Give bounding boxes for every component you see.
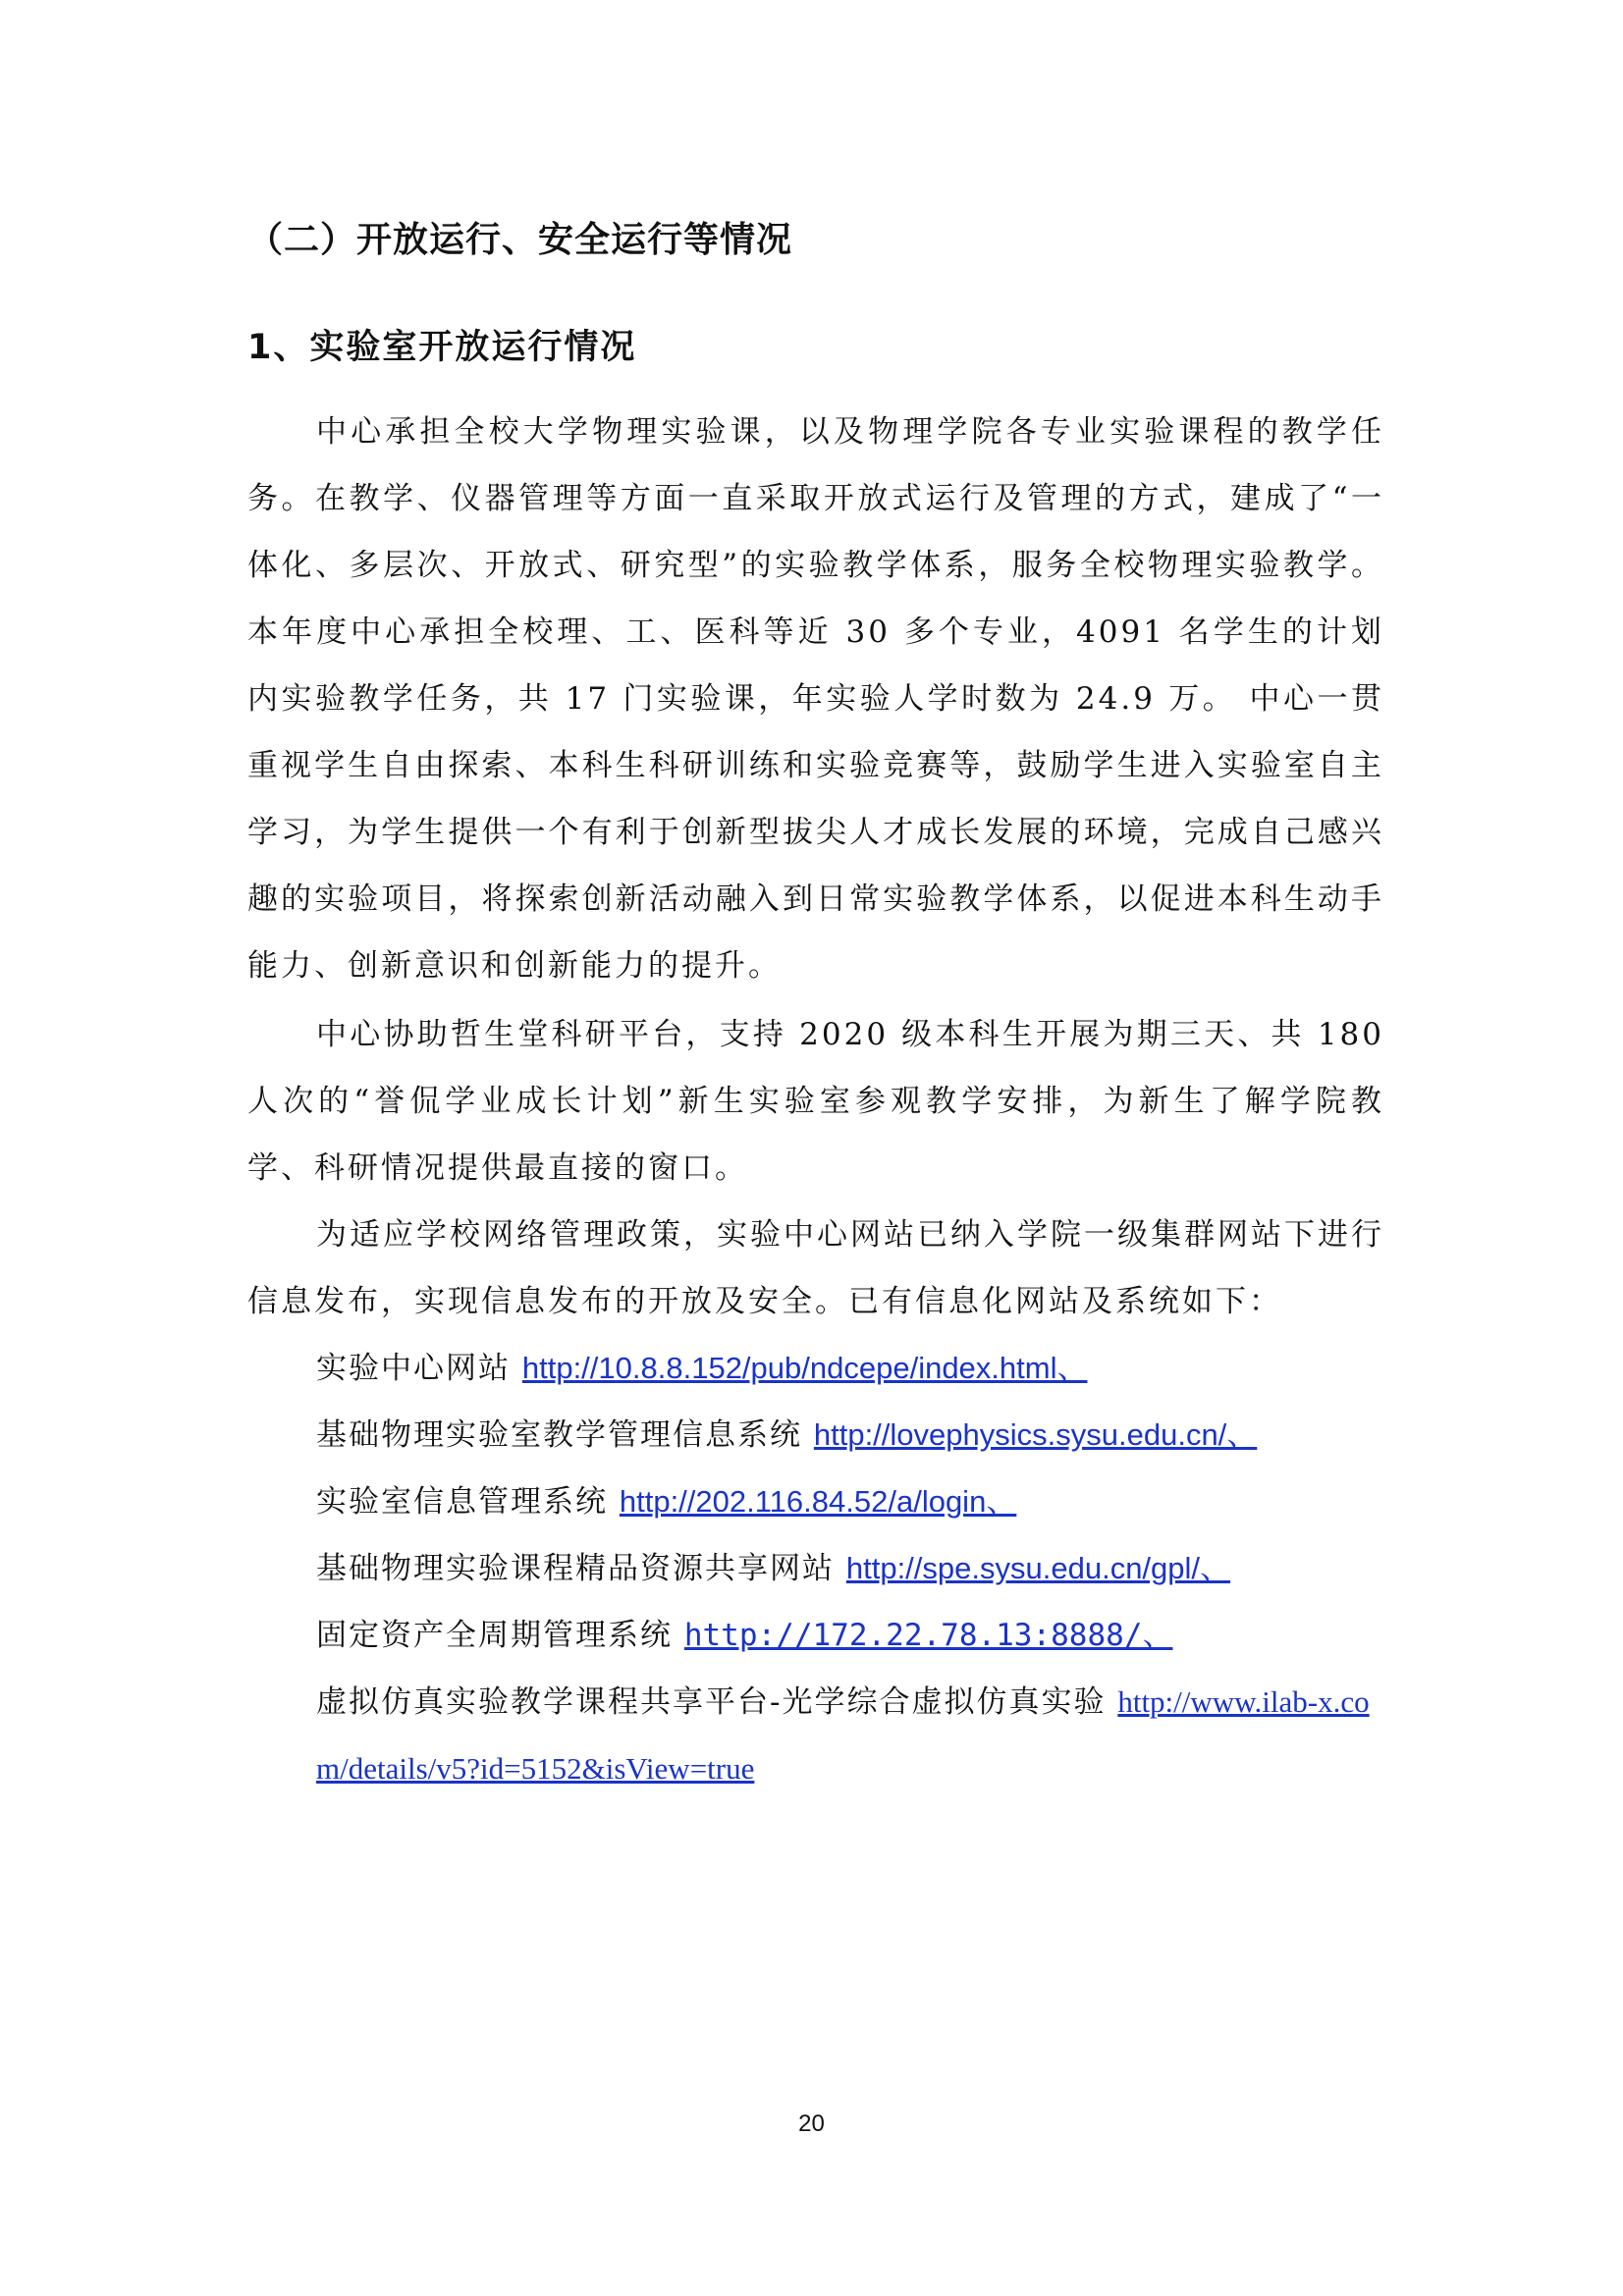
list-item — [247, 1335, 1384, 1402]
resource-sharing-link[interactable]: http://spe.sysu.edu.cn/gpl/、 — [845, 1551, 1231, 1585]
system-label: 实验中心网站 — [316, 1351, 522, 1386]
asset-management-link[interactable]: http://172.22.78.13:8888/、 — [683, 1618, 1173, 1653]
paragraph-freshman-program: 中心协助哲生堂科研平台，支持 2020 级本科生开展为期三天、共 180 人次的“誉侃学业成长计划”新生实验室参观教学安排，为新生了解学院教学、科研情况提供最直接的窗口。 — [247, 1017, 1384, 1186]
page-number: 20 — [798, 2110, 825, 2137]
list-item — [247, 1535, 1384, 1602]
list-item — [247, 1468, 1384, 1535]
section-title: （二）开放运行、安全运行等情况 — [247, 220, 793, 260]
teaching-management-link[interactable]: http://lovephysics.sysu.edu.cn/、 — [813, 1417, 1258, 1452]
virtual-simulation-link[interactable]: http://www.ilab-x.com/details/v5?id=5152&isView=true — [316, 1684, 1370, 1786]
center-website-link[interactable]: http://10.8.8.152/pub/ndcepe/index.html、 — [521, 1351, 1088, 1385]
system-label: 实验室信息管理系统 — [316, 1484, 620, 1520]
system-label: 固定资产全周期管理系统 — [316, 1618, 684, 1653]
list-item — [247, 1402, 1384, 1468]
list-item — [247, 1602, 1384, 1669]
system-label: 基础物理实验课程精品资源共享网站 — [316, 1551, 846, 1586]
lab-info-system-link[interactable]: http://202.116.84.52/a/login、 — [619, 1484, 1017, 1519]
system-label: 虚拟仿真实验教学课程共享平台-光学综合虚拟仿真实验 — [316, 1684, 1118, 1720]
list-item — [247, 1669, 1384, 1802]
paragraph-open-operation: 中心承担全校大学物理实验课，以及物理学院各专业实验课程的教学任务。在教学、仪器管理等方面一直采取开放式运行及管理的方式，建成了“一体化、多层次、开放式、研究型”的实验教学体系，服务全校物理实验教学。本年度中心承担全校理、工、医科等近 30 多个专业，4091 名学生的计划内实验教学任务，共 17 门实验课，年实验人学时数为 24.9 万。 中心一贯重视学生自由探索、本科生科研训练和实验竞赛等，鼓励学生进入实验室自主学习，为学生提供一个有利于创新型拔尖人才成长发展的环境，完成自己感兴趣的实验项目，将探索创新活动融入到日常实验教学体系，以促进本科生动手能力、创新意识和创新能力的提升。 — [247, 414, 1384, 984]
system-label: 基础物理实验室教学管理信息系统 — [316, 1417, 814, 1453]
systems-list — [247, 1335, 1384, 1802]
sub-title: 1、实验室开放运行情况 — [247, 328, 637, 367]
paragraph-network-policy: 为适应学校网络管理政策，实验中心网站已纳入学院一级集群网站下进行信息发布，实现信息发布的开放及安全。已有信息化网站及系统如下： — [247, 1217, 1384, 1319]
